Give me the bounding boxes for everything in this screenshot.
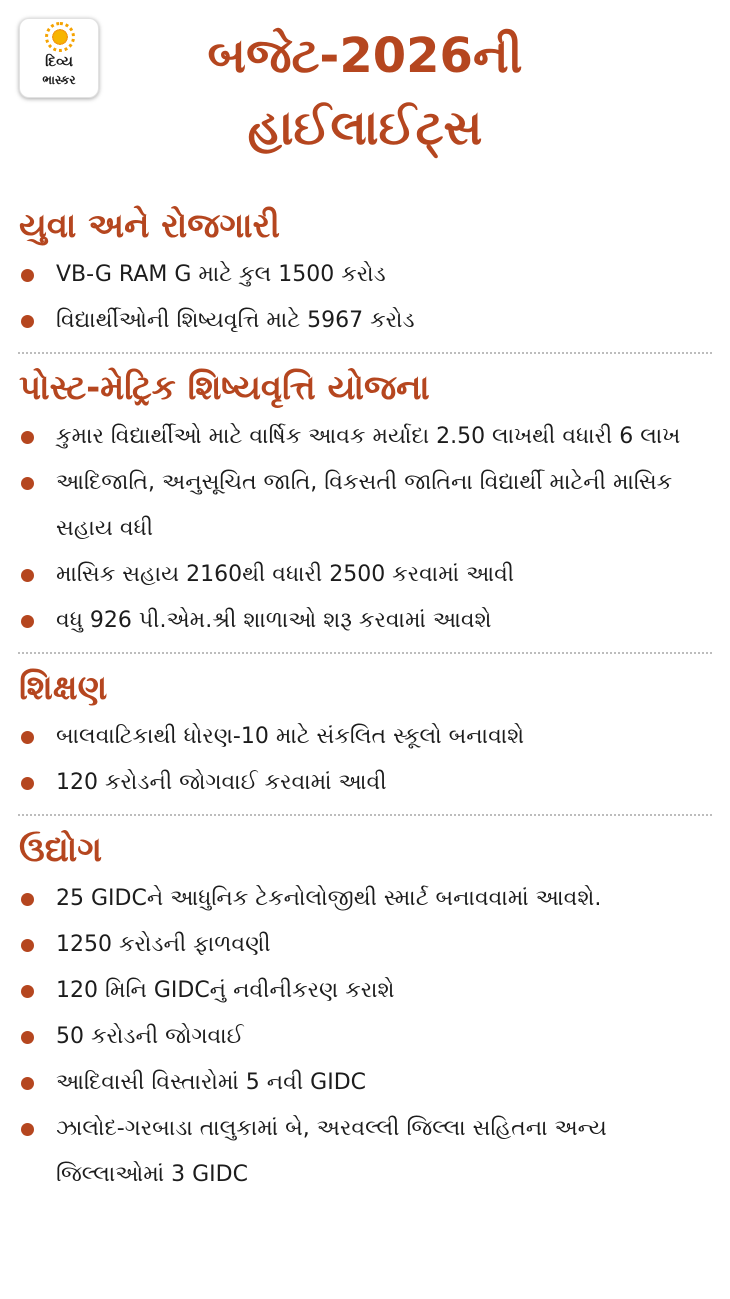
- list-item-text: વિદ્યાર્થીઓની શિષ્યવૃત્તિ માટે 5967 કરોડ: [56, 308, 415, 333]
- list-item-text: આદિવાસી વિસ્તારોમાં 5 નવી GIDC: [56, 1070, 366, 1095]
- bullet-icon: [21, 269, 34, 282]
- bullet-list: [0, 714, 730, 806]
- bullet-icon: [21, 315, 34, 328]
- logo-text-line1: દિવ્ય: [45, 54, 73, 70]
- section-youth-employment: [0, 192, 730, 354]
- section-post-matric-scholarship: [0, 354, 730, 654]
- section-heading: યુવા અને રોજગારી: [19, 206, 280, 246]
- bullet-icon: [21, 731, 34, 744]
- list-item: [0, 1060, 730, 1106]
- section-education: [0, 654, 730, 816]
- list-item-text: 120 કરોડની જોગવાઈ કરવામાં આવી: [56, 770, 387, 795]
- bullet-icon: [21, 1123, 34, 1136]
- bullet-list: [0, 414, 730, 644]
- list-item: [0, 760, 730, 806]
- list-item: [0, 714, 730, 760]
- list-item-text: VB-G RAM G માટે કુલ 1500 કરોડ: [56, 262, 386, 287]
- logo-text-line2: ભાસ્કર: [42, 73, 76, 87]
- list-item: [0, 460, 730, 552]
- bullet-icon: [21, 431, 34, 444]
- list-item-text: ઝાલોદ-ગરબાડા તાલુકામાં બે, અરવલ્લી જિલ્લા સહિતના અન્ય જિલ્લાઓમાં 3 GIDC: [56, 1116, 607, 1187]
- list-item: [0, 414, 730, 460]
- sun-icon: [50, 27, 70, 47]
- list-item: [0, 922, 730, 968]
- list-item-text: 25 GIDCને આધુનિક ટેકનોલોજીથી સ્માર્ટ બનાવવામાં આવશે.: [56, 886, 602, 911]
- list-item: [0, 598, 730, 644]
- list-item-text: કુમાર વિદ્યાર્થીઓ માટે વાર્ષિક આવક મર્યાદા 2.50 લાખથી વધારી 6 લાખ: [56, 424, 681, 449]
- list-item: [0, 298, 730, 344]
- page-title-line1: બજેટ-2026ની: [207, 28, 523, 84]
- page-header: [0, 0, 730, 192]
- list-item-text: બાલવાટિકાથી ધોરણ-10 માટે સંકલિત સ્કૂલો બનાવાશે: [56, 724, 525, 749]
- section-heading: ઉદ્યોગ: [19, 830, 103, 870]
- list-item: [0, 1106, 730, 1198]
- list-item-text: માસિક સહાય 2160થી વધારી 2500 કરવામાં આવી: [56, 562, 515, 587]
- bullet-icon: [21, 1077, 34, 1090]
- list-item: [0, 552, 730, 598]
- bullet-list: [0, 252, 730, 344]
- bullet-icon: [21, 777, 34, 790]
- list-item-text: 120 મિનિ GIDCનું નવીનીકરણ કરાશે: [56, 978, 395, 1003]
- list-item: [0, 968, 730, 1014]
- bullet-list: [0, 876, 730, 1198]
- bullet-icon: [21, 569, 34, 582]
- highlights-content: [0, 192, 730, 1198]
- bullet-icon: [21, 1031, 34, 1044]
- list-item: [0, 876, 730, 922]
- list-item-text: 50 કરોડની જોગવાઈ: [56, 1024, 244, 1049]
- bullet-icon: [21, 985, 34, 998]
- page-title: [110, 20, 620, 164]
- bullet-icon: [21, 893, 34, 906]
- list-item-text: 1250 કરોડની ફાળવણી: [56, 932, 271, 957]
- list-item-text: આદિજાતિ, અનુસૂચિત જાતિ, વિકસતી જાતિના વિદ્યાર્થી માટેની માસિક સહાય વધી: [56, 470, 673, 541]
- section-industry: [0, 816, 730, 1198]
- bullet-icon: [21, 615, 34, 628]
- section-heading: પોસ્ટ-મેટ્રિક શિષ્યવૃત્તિ યોજના: [19, 368, 430, 408]
- list-item: [0, 1014, 730, 1060]
- divya-bhaskar-logo: [19, 18, 99, 98]
- bullet-icon: [21, 477, 34, 490]
- bullet-icon: [21, 939, 34, 952]
- list-item-text: વધુ 926 પી.એમ.શ્રી શાળાઓ શરૂ કરવામાં આવશે: [56, 608, 492, 633]
- section-heading: શિક્ષણ: [19, 668, 108, 708]
- page-title-line2: હાઈલાઈટ્સ: [247, 100, 483, 156]
- list-item: [0, 252, 730, 298]
